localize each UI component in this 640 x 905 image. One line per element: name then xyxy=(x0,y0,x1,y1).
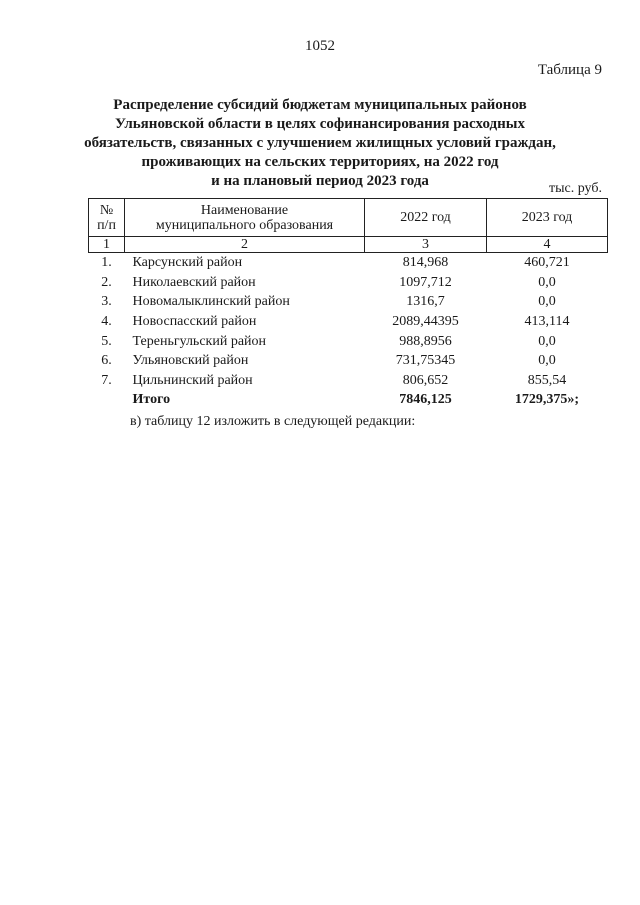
header-number xyxy=(89,199,125,237)
column-number: 2 xyxy=(125,237,365,253)
value-2022: 806,652 xyxy=(402,372,449,388)
row-number: 1. xyxy=(101,255,112,271)
value-2022: 2089,44395 xyxy=(392,314,459,330)
units-label: тыс. руб. xyxy=(549,181,602,196)
value-2022: 988,8956 xyxy=(399,333,452,349)
value-2023: 0,0 xyxy=(538,333,556,349)
document-title xyxy=(80,96,560,191)
table-row xyxy=(89,292,608,312)
title-line: Ульяновской области в целях софинансирования расходных xyxy=(115,116,525,132)
district-name: Николаевский район xyxy=(132,274,256,290)
table-label: Таблица 9 xyxy=(537,62,602,78)
title-line: и на плановый период 2023 года xyxy=(211,173,429,189)
title-line: Распределение субсидий бюджетам муниципальных районов xyxy=(113,97,527,113)
header-number-line2: п/п xyxy=(97,217,116,233)
title-line: обязательств, связанных с улучшением жилищных условий граждан, xyxy=(84,135,556,151)
header-name-line1: Наименование xyxy=(200,202,289,218)
total-label: Итого xyxy=(132,392,171,408)
value-2022: 731,75345 xyxy=(395,353,456,369)
amendment-note: в) таблицу 12 изложить в следующей редакции: xyxy=(130,414,416,429)
table-row xyxy=(89,312,608,332)
value-2023: 0,0 xyxy=(538,353,556,369)
column-number: 4 xyxy=(487,237,608,253)
value-2023: 0,0 xyxy=(538,294,556,310)
table-row xyxy=(89,331,608,351)
table-row xyxy=(89,253,608,273)
column-number: 1 xyxy=(89,237,125,253)
header-number-line1: № xyxy=(99,202,114,218)
table-header-row xyxy=(89,199,608,237)
row-number: 6. xyxy=(101,353,112,369)
row-number: 4. xyxy=(101,314,112,330)
value-2023: 855,54 xyxy=(527,372,567,388)
district-name: Новомалыклинский район xyxy=(132,294,290,310)
column-number: 3 xyxy=(365,237,487,253)
district-name: Новоспасский район xyxy=(132,314,257,330)
table-row xyxy=(89,273,608,293)
district-name: Карсунский район xyxy=(132,255,243,271)
table-row xyxy=(89,371,608,391)
title-line: проживающих на сельских территориях, на 2022 год xyxy=(141,154,499,170)
row-number: 2. xyxy=(101,274,112,290)
total-row xyxy=(89,390,608,410)
header-2023: 2023 год xyxy=(487,199,608,237)
value-2023: 0,0 xyxy=(538,274,556,290)
row-number: 5. xyxy=(101,333,112,349)
header-name-line2: муниципального образования xyxy=(155,217,334,233)
table-row xyxy=(89,351,608,371)
district-name: Тереньгульский район xyxy=(132,333,267,349)
row-number: 7. xyxy=(101,372,112,388)
value-2022: 814,968 xyxy=(402,255,449,271)
header-name xyxy=(125,199,365,237)
value-2023: 413,114 xyxy=(524,314,570,330)
value-2022: 1316,7 xyxy=(406,294,445,310)
district-name: Ульяновский район xyxy=(132,353,249,369)
page-number: 1052 xyxy=(305,38,335,54)
row-number: 3. xyxy=(101,294,112,310)
column-number-row xyxy=(89,237,608,253)
subsidy-table xyxy=(88,198,608,410)
district-name: Цильнинский район xyxy=(132,372,253,388)
total-2023: 1729,375»; xyxy=(514,392,580,408)
value-2023: 460,721 xyxy=(524,255,570,271)
total-number-cell xyxy=(89,390,125,410)
total-2022: 7846,125 xyxy=(399,392,452,408)
value-2022: 1097,712 xyxy=(399,274,452,290)
header-2022: 2022 год xyxy=(365,199,487,237)
